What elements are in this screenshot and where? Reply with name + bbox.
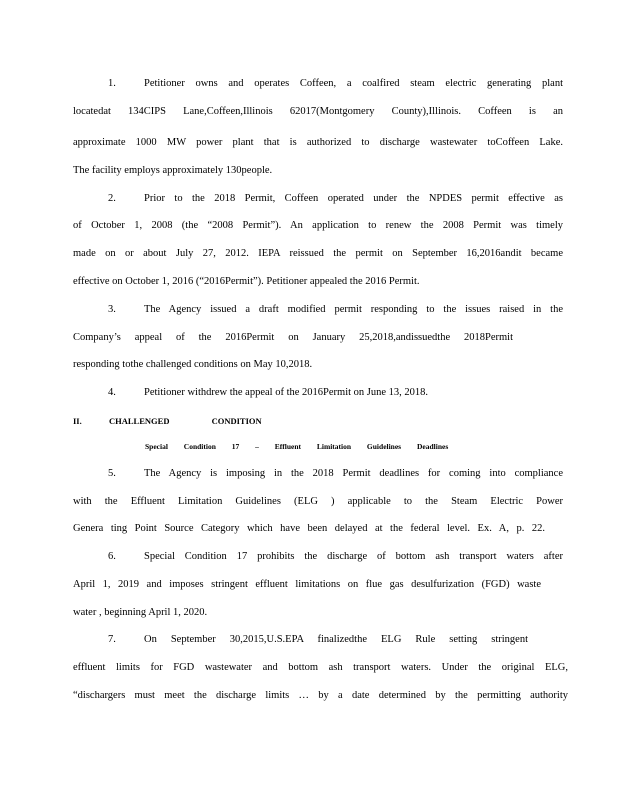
paragraph-1-line-4: The facility employs approximately 130people. [73,165,273,176]
paragraph-7-line-2: effluent limits for FGD wastewater and bottom ash transport waters. Under the original ELG, [73,662,568,673]
paragraph-2-line-2: of October 1, 2008 (the “2008 Permit”). An application to renew the 2008 Permit was timely [73,220,563,231]
paragraph-1-line-2: locatedat 134CIPS Lane,Coffeen,Illinois 62017(Montgomery County),Illinois. Coffeen is an [73,106,563,117]
paragraph-3-line-1 [108,303,563,317]
paragraph-6-text: Special Condition 17 prohibits the discharge of bottom ash transport waters after [144,551,563,562]
paragraph-3-line-3: responding tothe challenged conditions on May 10,2018. [73,359,313,370]
paragraph-1-line-3: approximate 1000 MW power plant that is authorized to discharge wastewater toCoffeen Lake. [73,137,563,148]
paragraph-3-text: The Agency issued a draft modified permit responding to the issues raised in the [144,304,563,315]
section-title: CHALLENGED CONDITION [109,416,262,426]
paragraph-6-number: 6. [108,551,116,562]
paragraph-2-number: 2. [108,193,116,204]
paragraph-1-number: 1. [108,78,116,89]
paragraph-5-text: The Agency is imposing in the 2018 Permit deadlines for coming into compliance [144,468,563,479]
paragraph-2-text: Prior to the 2018 Permit, Coffeen operated under the NPDES permit effective as [144,193,563,204]
paragraph-7-line-3: “dischargers must meet the discharge limits … by a date determined by the permitting authority [73,690,568,701]
paragraph-3-line-2: Company’s appeal of the 2016Permit on January 25,2018,andissuedthe 2018Permit [73,332,513,343]
paragraph-5-number: 5. [108,468,116,479]
section-subheading: Special Condition 17 – Effluent Limitation Guidelines Deadlines [145,442,449,451]
paragraph-2-line-4: effective on October 1, 2016 (“2016Permit”). Petitioner appealed the 2016 Permit. [73,276,420,287]
paragraph-6-line-2: April 1, 2019 and imposes stringent effluent limitations on flue gas desulfurization (FGD) waste [73,579,541,590]
paragraph-2-line-3: made on or about July 27, 2012. IEPA reissued the permit on September 16,2016andit became [73,248,563,259]
paragraph-1-text: Petitioner owns and operates Coffeen, a coalfired steam electric generating plant [144,78,563,89]
paragraph-2-line-1 [108,192,563,206]
paragraph-5-line-1 [108,467,563,481]
paragraph-5-line-3: Genera ting Point Source Category which have been delayed at the federal level. Ex. A, p. 22. [73,523,545,534]
paragraph-1-line-1 [108,77,563,91]
paragraph-4-line-1 [108,386,563,400]
paragraph-6-line-3: water , beginning April 1, 2020. [73,607,208,618]
paragraph-3-number: 3. [108,304,116,315]
paragraph-5-line-2: with the Effluent Limitation Guidelines (ELG ) applicable to the Steam Electric Power [73,496,563,507]
paragraph-4-text: Petitioner withdrew the appeal of the 2016Permit on June 13, 2018. [144,387,429,398]
section-roman-numeral: II. [73,416,82,426]
paragraph-7-text: On September 30,2015,U.S.EPA finalizedthe ELG Rule setting stringent [144,634,528,645]
paragraph-4-number: 4. [108,387,116,398]
paragraph-7-line-1 [108,633,528,647]
paragraph-6-line-1 [108,550,563,564]
paragraph-7-number: 7. [108,634,116,645]
section-heading [73,415,262,427]
